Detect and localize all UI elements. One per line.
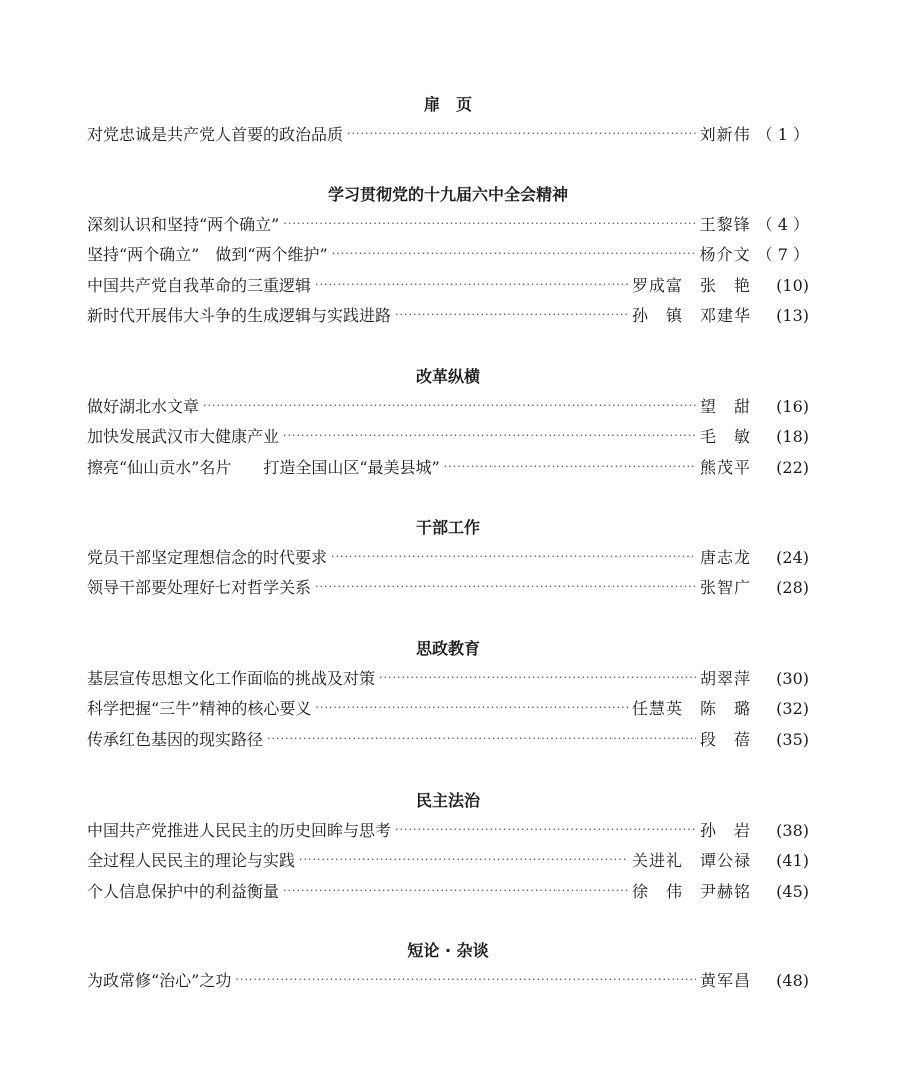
entry-title: 领导干部要处理好七对哲学关系: [87, 578, 312, 597]
entry-title: 坚持“两个确立” 做到“两个维护”: [87, 245, 328, 264]
entry-author: 望 甜: [699, 397, 751, 416]
entry-author: 王黎锋: [699, 215, 751, 234]
entry-author: 黄军昌: [699, 971, 751, 990]
dot-leader: [299, 849, 628, 871]
entry-page-number: (13): [776, 306, 809, 325]
dot-leader: [283, 880, 628, 902]
dot-leader: [315, 697, 628, 719]
toc-entry[interactable]: [87, 275, 809, 297]
dot-leader: [283, 213, 695, 235]
section-heading: 短论 · 杂谈: [407, 941, 489, 960]
entry-page-number: (48): [776, 971, 809, 990]
entry-author: 毛 敏: [699, 427, 751, 446]
dot-leader: [203, 395, 696, 417]
entry-page-number: (30): [776, 669, 809, 688]
entry-author: 孙 岩: [699, 821, 751, 840]
entry-author: 胡翠萍: [699, 669, 751, 688]
entry-title: 为政常修“治心”之功: [87, 971, 232, 990]
entry-author: 杨介文: [699, 245, 751, 264]
dot-leader: [315, 274, 628, 296]
section-heading: 思政教育: [415, 639, 480, 658]
dot-leader: [331, 546, 696, 568]
entry-page-number: (18): [776, 427, 809, 446]
entry-author: 孙 镇 邓建华: [631, 306, 751, 325]
toc-entry[interactable]: [87, 668, 809, 690]
entry-page-number: (41): [776, 851, 809, 870]
entry-author: 徐 伟 尹赫铭: [631, 882, 751, 901]
section-heading: 学习贯彻党的十九届六中全会精神: [327, 185, 568, 204]
toc-entry[interactable]: [87, 577, 809, 599]
dot-leader: [347, 123, 696, 145]
entry-page-number: （ 4 ）: [756, 215, 809, 234]
entry-title: 中国共产党自我革命的三重逻辑: [87, 276, 312, 295]
entry-page-number: （ 7 ）: [756, 245, 809, 264]
entry-author: 张智广: [699, 578, 751, 597]
entry-title: 做好湖北水文章: [87, 397, 200, 416]
dot-leader: [444, 456, 696, 478]
dot-leader: [379, 667, 696, 689]
toc-entry[interactable]: [87, 457, 809, 479]
entry-title: 中国共产党推进人民民主的历史回眸与思考: [87, 821, 392, 840]
entry-page-number: (38): [776, 821, 809, 840]
section-heading: 民主法治: [415, 791, 480, 810]
toc-entry[interactable]: [87, 426, 809, 448]
entry-author: 熊茂平: [699, 458, 751, 477]
toc-entry[interactable]: [87, 881, 809, 903]
entry-title: 深刻认识和坚持“两个确立”: [87, 215, 280, 234]
entry-title: 传承红色基因的现实路径: [87, 730, 264, 749]
toc-entry[interactable]: [87, 396, 809, 418]
toc-entry[interactable]: [87, 214, 809, 236]
entry-title: 擦亮“仙山贡水”名片 打造全国山区“最美县城”: [87, 458, 440, 477]
entry-title: 新时代开展伟大斗争的生成逻辑与实践进路: [87, 306, 392, 325]
entry-title: 个人信息保护中的利益衡量: [87, 882, 280, 901]
entry-page-number: (32): [776, 699, 809, 718]
entry-author: 段 蓓: [699, 730, 751, 749]
section-heading: 改革纵横: [415, 367, 480, 386]
entry-title: 对党忠诚是共产党人首要的政治品质: [87, 125, 344, 144]
dot-leader: [332, 243, 696, 265]
dot-leader: [315, 576, 696, 598]
dot-leader: [283, 425, 696, 447]
entry-title: 加快发展武汉市大健康产业: [87, 427, 280, 446]
toc-entry[interactable]: [87, 124, 809, 146]
dot-leader: [395, 304, 628, 326]
section-heading: 扉 页: [423, 95, 472, 114]
entry-page-number: (24): [776, 548, 809, 567]
toc-entry[interactable]: [87, 698, 809, 720]
entry-title: 党员干部坚定理想信念的时代要求: [87, 548, 328, 567]
section-heading: 干部工作: [415, 518, 480, 537]
toc-entry[interactable]: [87, 820, 809, 842]
entry-page-number: (10): [776, 276, 809, 295]
entry-author: 刘新伟: [699, 125, 751, 144]
toc-entry[interactable]: [87, 729, 809, 751]
toc-entry[interactable]: [87, 244, 809, 266]
toc-entry[interactable]: [87, 547, 809, 569]
entry-author: 关进礼 谭公禄: [631, 851, 751, 870]
entry-page-number: (28): [776, 578, 809, 597]
dot-leader: [267, 728, 696, 750]
dot-leader: [395, 819, 696, 841]
entry-author: 任慧英 陈 璐: [631, 699, 751, 718]
entry-title: 科学把握“三牛”精神的核心要义: [87, 699, 312, 718]
toc-entry[interactable]: [87, 850, 809, 872]
entry-title: 全过程人民民主的理论与实践: [87, 851, 296, 870]
toc-entry[interactable]: [87, 970, 809, 992]
entry-page-number: (22): [776, 458, 809, 477]
entry-title: 基层宣传思想文化工作面临的挑战及对策: [87, 669, 376, 688]
entry-page-number: （ 1 ）: [756, 125, 809, 144]
entry-page-number: (45): [776, 882, 809, 901]
toc-entry[interactable]: [87, 305, 809, 327]
entry-author: 唐志龙: [699, 548, 751, 567]
entry-page-number: (16): [776, 397, 809, 416]
dot-leader: [235, 969, 696, 991]
entry-author: 罗成富 张 艳: [631, 276, 751, 295]
entry-page-number: (35): [776, 730, 809, 749]
